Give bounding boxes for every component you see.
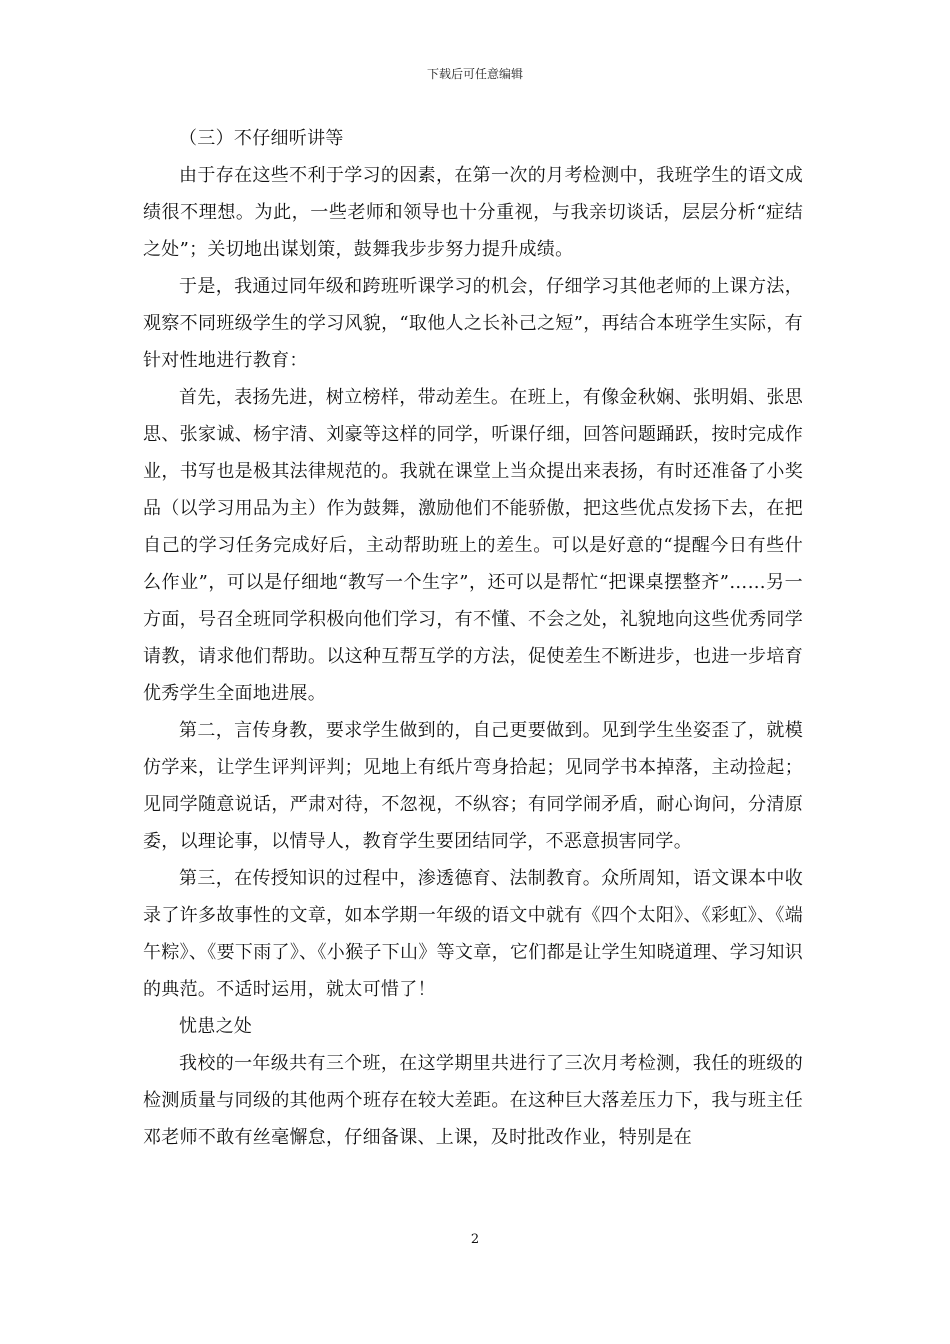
page-header: 下载后可任意编辑: [426, 67, 523, 81]
section-heading: （三）不仔细听讲等: [179, 128, 344, 149]
paragraph: 于是，我通过同年级和跨班听课学习的机会，仔细学习其他老师的上课方法，观察不同班级学生的学习风貌，“取他人之长补己之短”，再结合本班学生实际，有针对性地进行教育：: [143, 276, 803, 371]
page-number: 2: [470, 1232, 480, 1247]
section-heading: 忧患之处: [179, 1016, 253, 1037]
document-body: [143, 120, 803, 1156]
paragraph: 第二，言传身教，要求学生做到的，自己更要做到。见到学生坐姿歪了，就模仿学来，让学生评判评判；见地上有纸片弯身拾起；见同学书本掉落，主动捡起；见同学随意说话，严肃对待，不忽视，不纵容；有同学闹矛盾，耐心询问，分清原委，以理论事，以情导人，教育学生要团结同学，不恶意损害同学。: [143, 720, 803, 852]
paragraph: 首先，表扬先进，树立榜样，带动差生。在班上，有像金秋娴、张明娟、张思思、张家诚、杨宇清、刘豪等这样的同学，听课仔细，回答问题踊跃，按时完成作业，书写也是极其法律规范的。我就在课堂上当众提出来表扬，有时还准备了小奖品（以学习用品为主）作为鼓舞，激励他们不能骄傲，把这些优点发扬下去，在把自己的学习任务完成好后，主动帮助班上的差生。可以是好意的“提醒今日有些什么作业”，可以是仔细地“教写一个生字”，还可以是帮忙“把课桌摆整齐”……另一方面，号召全班同学积极向他们学习，有不懂、不会之处，礼貌地向这些优秀同学请教，请求他们帮助。以这种互帮互学的方法，促使差生不断进步，也进一步培育优秀学生全面地进展。: [143, 387, 803, 704]
paragraph: 第三，在传授知识的过程中，渗透德育、法制教育。众所周知，语文课本中收录了许多故事性的文章，如本学期一年级的语文中就有《四个太阳》、《彩虹》、《端午粽》、《要下雨了》、《小猴子下山》等文章，它们都是让学生知晓道理、学习知识的典范。不适时运用，就太可惜了！: [143, 868, 803, 1000]
paragraph: 我校的一年级共有三个班，在这学期里共进行了三次月考检测，我任的班级的检测质量与同级的其他两个班存在较大差距。在这种巨大落差压力下，我与班主任邓老师不敢有丝毫懈怠，仔细备课、上课，及时批改作业，特别是在: [143, 1053, 803, 1148]
paragraph: 由于存在这些不利于学习的因素，在第一次的月考检测中，我班学生的语文成绩很不理想。为此，一些老师和领导也十分重视，与我亲切谈话，层层分析“症结之处”；关切地出谋划策，鼓舞我步步努力提升成绩。: [143, 165, 803, 260]
